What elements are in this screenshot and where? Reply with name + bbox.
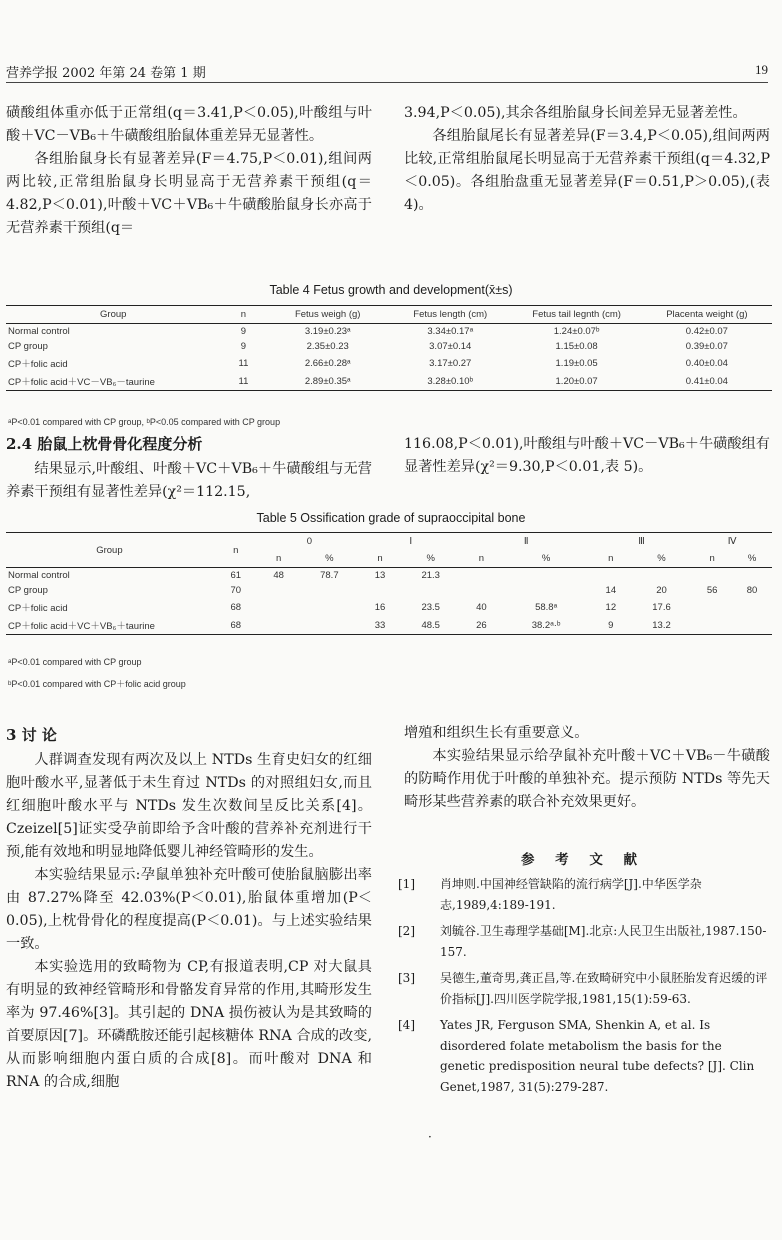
cell — [732, 616, 772, 635]
reference-number: [4] — [398, 1018, 415, 1032]
cell: 58.8ᵃ — [535, 601, 558, 613]
discussion-right — [404, 722, 770, 814]
cell: 20 — [656, 585, 667, 596]
cell: 2.35±0.23 — [306, 341, 349, 352]
table-row — [6, 583, 772, 598]
discussion-left — [6, 749, 372, 1094]
cell — [259, 598, 299, 616]
cell: 33 — [374, 619, 386, 631]
cell: 11 — [238, 375, 249, 387]
cell: Normal control — [8, 570, 70, 581]
grade-header: Ⅰ — [409, 536, 413, 547]
cell: CP＋folic acid — [8, 359, 68, 370]
cell: 56 — [706, 585, 718, 596]
cell: 3.28±0.10ᵇ — [427, 375, 474, 387]
cell: 1.15±0.08 — [555, 341, 598, 352]
sub-header: n — [276, 553, 282, 564]
cell: 68 — [230, 619, 242, 631]
col-header: Fetus tail legnth (cm) — [532, 309, 621, 320]
cell — [360, 583, 400, 598]
table5 — [6, 532, 772, 635]
references-title: 参 考 文 献 — [520, 852, 646, 868]
grade-header: Ⅳ — [727, 536, 737, 547]
cell: 1.20±0.07 — [555, 375, 598, 387]
sub-header: % — [325, 553, 334, 564]
cell: 38.2ᵃ·ᵇ — [531, 619, 561, 631]
journal-title: 营养学报 2002 年第 24 卷第 1 期 — [6, 66, 206, 81]
table5-note-a: ᵃP<0.01 compared with CP group — [8, 657, 142, 667]
cell: 0.40±0.04 — [685, 357, 728, 369]
section-2-4-right — [404, 433, 770, 479]
col-header: Fetus length (cm) — [413, 309, 488, 320]
reference-list — [398, 874, 770, 1103]
reference-number: [2] — [398, 924, 415, 938]
cell — [299, 616, 361, 635]
table4 — [6, 305, 772, 391]
reference-text: Yates JR, Ferguson SMA, Shenkin A, et al. Is disordered folate metabolism the basis for the genetic predisposition neural tube defects? [J]. Clin Genet,1987, 31(5):279-287. — [440, 1018, 755, 1094]
cell: CP group — [8, 341, 48, 352]
cell: 68 — [230, 601, 242, 613]
cell: 9 — [240, 326, 247, 337]
cell — [501, 568, 591, 584]
cell — [400, 583, 462, 598]
cell: 13 — [374, 570, 386, 581]
grade-header: Ⅲ — [638, 536, 645, 547]
sub-header: % — [541, 553, 551, 564]
cell — [259, 616, 299, 635]
cell: 2.89±0.35ᵃ — [304, 375, 351, 387]
table-row — [6, 324, 772, 340]
col-header: Group — [96, 544, 123, 556]
cell: 2.66±0.28ᵃ — [304, 357, 351, 369]
page-mark: · — [428, 1130, 432, 1144]
reference-item — [398, 1015, 770, 1097]
running-header — [6, 62, 768, 83]
table4-caption: Table 4 Fetus growth and development(x̄±s) — [269, 283, 513, 297]
paragraph: 本实验结果显示给孕鼠补充叶酸＋VC＋VB₆－牛磺酸的防畸作用优于叶酸的单独补充。提示预防 NTDs 等先天畸形某些营养素的联合补充效果更好。 — [404, 748, 770, 810]
grade-header: 0 — [306, 536, 313, 547]
cell: 3.17±0.27 — [429, 357, 472, 369]
cell — [692, 616, 732, 635]
reference-item — [398, 921, 770, 962]
cell: 23.5 — [421, 601, 440, 613]
cell: 11 — [238, 357, 249, 369]
reference-item — [398, 968, 770, 1009]
sub-header: % — [747, 553, 757, 564]
reference-number: [3] — [398, 971, 415, 985]
cell: 78.7 — [320, 570, 339, 581]
cell: 0.41±0.04 — [685, 375, 728, 387]
section-3-title: 3 讨 论 — [6, 726, 57, 744]
reference-text: 刘毓谷.卫生毒理学基础[M].北京:人民卫生出版社,1987.150-157. — [440, 924, 767, 959]
grade-header: Ⅱ — [523, 536, 529, 547]
paragraph: 3.94,P＜0.05),其余各组胎鼠身长间差异无显著差性。 — [404, 105, 747, 121]
cell: 17.6 — [652, 601, 671, 613]
cell: 9 — [608, 619, 614, 631]
cell — [692, 568, 732, 584]
reference-item — [398, 874, 770, 915]
cell — [732, 568, 772, 584]
cell: 70 — [230, 585, 242, 596]
cell: 0.39±0.07 — [685, 341, 728, 352]
paragraph: 磺酸组体重亦低于正常组(q＝3.41,P＜0.05),叶酸组与叶酸＋VC－VB₆＋牛磺酸组胎鼠体重差异无显著性。 — [6, 105, 372, 144]
table-row — [6, 372, 772, 391]
top-left-text — [6, 102, 372, 240]
paragraph: 本实验结果显示:孕鼠单独补充叶酸可使胎鼠脑膨出率由 87.27%降至 42.03%(P＜0.01),胎鼠体重增加(P＜0.05),上枕骨骨化的程度提高(P＜0.01)。与上述实验结果一致。 — [6, 867, 372, 952]
cell — [461, 583, 501, 598]
cell: 1.19±0.05 — [555, 357, 598, 369]
cell: 61 — [230, 570, 242, 581]
cell: CP＋folic acid＋VC＋VB₆＋taurine — [8, 621, 155, 632]
col-header: Group — [100, 309, 127, 320]
paragraph: 各组胎鼠尾长有显著差异(F＝3.4,P＜0.05),组间两两比较,正常组胎鼠尾长明显高于无营养素干预组(q＝4.32,P＜0.05)。各组胎盘重无显著差异(F＝0.51,P＞0.05),(表 4)。 — [404, 128, 770, 213]
paragraph: 人群调查发现有两次及以上 NTDs 生育史妇女的红细胞叶酸水平,显著低于未生育过 NTDs 的对照组妇女,而且红细胞叶酸水平与 NTDs 发生次数间呈反比关系[4]。Czeizel[5]证实受孕前即给予含叶酸的营养补充剂进行干预,能有效地和明显地降低婴儿神经管畸形的发生。 — [6, 752, 372, 860]
reference-number: [1] — [398, 877, 415, 891]
table-row — [6, 568, 772, 584]
cell: 14 — [605, 585, 617, 596]
table5-caption: Table 5 Ossification grade of supraoccipital bone — [256, 511, 526, 525]
cell — [299, 598, 361, 616]
cell: 3.19±0.23ᵃ — [304, 326, 351, 337]
sub-header: n — [709, 553, 715, 564]
cell — [461, 568, 501, 584]
cell: CP＋folic acid — [8, 603, 68, 614]
paragraph: 结果显示,叶酸组、叶酸＋VC＋VB₆＋牛磺酸组与无营养素干预组有显著性差异(χ²＝112.15, — [6, 461, 372, 500]
cell: 13.2 — [652, 619, 671, 631]
cell — [501, 583, 591, 598]
cell — [591, 568, 631, 584]
table-row — [6, 616, 772, 635]
reference-text: 肖坤则.中国神经管缺陷的流行病学[J].中华医学杂志,1989,4:189-191. — [440, 877, 702, 912]
col-header: n — [240, 309, 247, 320]
sub-header: % — [657, 553, 666, 564]
cell: 48 — [273, 570, 284, 581]
cell: 0.42±0.07 — [685, 326, 728, 337]
sub-header: n — [608, 553, 614, 564]
cell: 48.5 — [421, 619, 440, 631]
table-row — [6, 354, 772, 372]
table-row — [6, 598, 772, 616]
cell: CP group — [8, 585, 48, 596]
sub-header: n — [377, 553, 383, 564]
cell: 3.34±0.17ᵃ — [427, 326, 474, 337]
table5-note-b: ᵇP<0.01 compared with CP＋folic acid group — [8, 679, 186, 689]
cell: 1.24±0.07ᵇ — [553, 326, 600, 337]
paragraph: 增殖和组织生长有重要意义。 — [404, 725, 589, 741]
col-header: Placenta weight (g) — [666, 309, 748, 320]
cell: 26 — [476, 619, 487, 631]
cell: CP＋folic acid＋VC－VB₆－taurine — [8, 377, 155, 388]
paragraph: 本实验选用的致畸物为 CP,有报道表明,CP 对大鼠具有明显的致神经管畸形和骨骼发育异常的作用,其畸形发生率为 97.46%[3]。其引起的 DNA 损伤被认为是其致畸的首要原因[7]。环磷酰胺还能引起核糖体 RNA 合成的改变,从而影响细胞内蛋白质的合成[8]。而叶酸对 DNA 和 RNA 的合成,细胞 — [6, 959, 372, 1090]
cell: 80 — [746, 585, 758, 596]
col-header: Fetus weigh (g) — [294, 309, 361, 320]
table4-note: ᵃP<0.01 compared with CP group, ᵇP<0.05 compared with CP group — [8, 417, 281, 427]
top-right-text — [404, 102, 770, 217]
paragraph: 116.08,P＜0.01),叶酸组与叶酸＋VC－VB₆＋牛磺酸组有显著性差异(χ²＝9.30,P＜0.01,表 5)。 — [404, 436, 770, 475]
cell — [299, 583, 361, 598]
page-number: 19 — [755, 62, 768, 77]
cell — [692, 598, 732, 616]
cell — [732, 598, 772, 616]
cell: 12 — [605, 601, 617, 613]
cell: 16 — [374, 601, 386, 613]
section-2-4-title: 2.4 胎鼠上枕骨骨化程度分析 — [6, 435, 203, 453]
cell: 9 — [240, 341, 247, 352]
col-header: n — [233, 544, 239, 556]
sub-header: n — [478, 553, 485, 564]
reference-text: 吴德生,董奇男,龚正昌,等.在致畸研究中小鼠胚胎发育迟缓的评价指标[J].四川医学院学报,1981,15(1):59-63. — [440, 971, 768, 1006]
cell: Normal control — [8, 326, 70, 337]
cell: 3.07±0.14 — [429, 341, 472, 352]
cell — [259, 583, 299, 598]
cell — [631, 568, 693, 584]
cell: 40 — [476, 601, 487, 613]
paragraph: 各组胎鼠身长有显著差异(F＝4.75,P＜0.01),组间两两比较,正常组胎鼠身长明显高于无营养素干预组(q＝4.82,P＜0.01),叶酸＋VC＋VB₆＋牛磺酸胎鼠身长亦高于无营养素干预组(q＝ — [6, 151, 372, 236]
cell: 21.3 — [421, 570, 440, 581]
table-row — [6, 339, 772, 354]
section-2-4-left — [6, 458, 372, 504]
sub-header: % — [426, 553, 435, 564]
